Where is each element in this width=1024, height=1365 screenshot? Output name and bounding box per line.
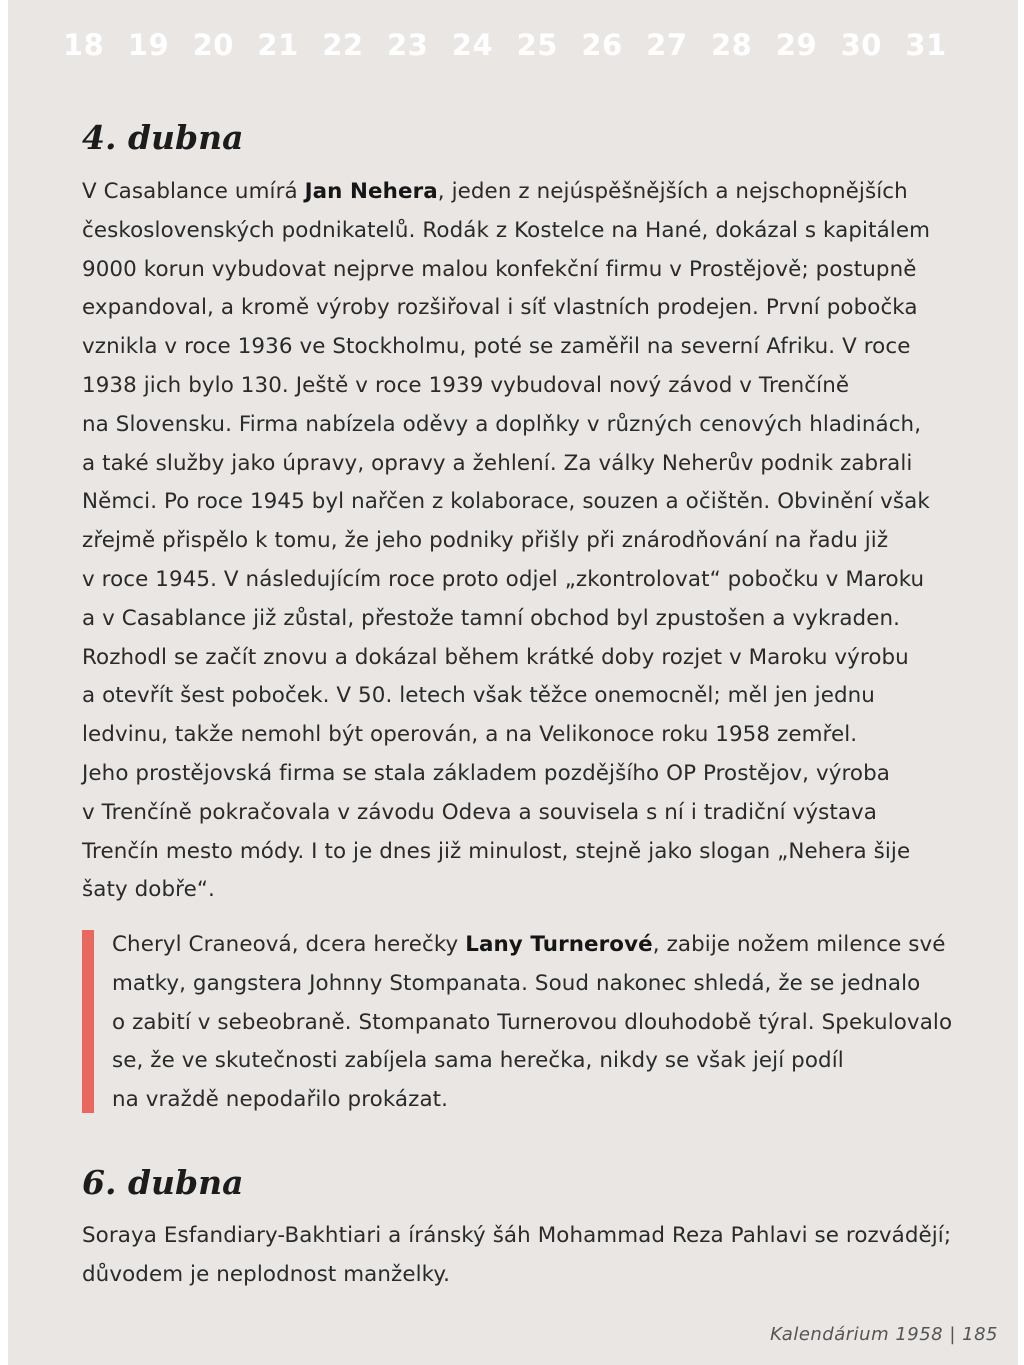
text-run: československých podnikatelů. Rodák z Kostelce na Hané, dokázal s kapitálem (82, 217, 931, 243)
text-line (112, 965, 992, 1004)
text-line (82, 406, 982, 445)
calendar-day-strip (63, 28, 970, 62)
text-run: a otevřít šest poboček. V 50. letech však těžce onemocněl; měl jen jednu (82, 683, 875, 709)
text-run: Trenčín mesto módy. I to je dnes již minulost, stejně jako slogan „Nehera šije (82, 838, 911, 864)
text-line (82, 1256, 982, 1295)
text-line (82, 561, 982, 600)
text-line (82, 445, 982, 484)
text-run: v Trenčíně pokračovala v závodu Odeva a souvisela s ní i tradiční výstava (82, 799, 878, 825)
calendar-day-number: 21 (257, 28, 299, 62)
calendar-day-number: 23 (386, 28, 429, 62)
text-run: na vraždě nepodařilo prokázat. (112, 1087, 449, 1113)
text-line (112, 1081, 992, 1120)
date-heading-april-4: 4. dubna (82, 118, 244, 157)
text-line (82, 871, 982, 910)
text-run: se, že ve skutečnosti zabíjela sama herečka, nikdy se však její podíl (112, 1048, 844, 1074)
text-line (112, 1004, 992, 1043)
text-run: Soraya Esfandiary-Bakhtiari a íránský šáh Mohammad Reza Pahlavi se rozvádějí; (82, 1223, 952, 1248)
text-run: Němci. Po roce 1945 byl nařčen z kolaborace, souzen a očištěn. Obvinění však (82, 489, 930, 515)
calendar-day-number: 26 (581, 28, 623, 62)
entry-april-4-text (82, 173, 982, 910)
text-run: zřejmě přispělo k tomu, že jeho podniky přišly při znárodňování na řadu již (82, 528, 889, 554)
page (8, 0, 1018, 1365)
bold-name: Jan Nehera (304, 179, 438, 204)
text-line (82, 794, 982, 833)
text-run: vznikla v roce 1936 ve Stockholmu, poté se zaměřil na severní Afriku. V roce (82, 334, 911, 360)
calendar-day-number: 27 (646, 28, 688, 62)
text-run: expandoval, a kromě výroby rozšiřoval i síť vlastních prodejen. První pobočka (82, 295, 918, 321)
text-line (82, 173, 982, 212)
text-line (82, 483, 982, 522)
text-run: Jeho prostějovská firma se stala základem pozdějšího OP Prostějov, výroba (82, 760, 890, 786)
text-run: matky, gangstera Johnny Stompanata. Soud nakonec shledá, že se jednalo (112, 970, 921, 996)
bold-name: Lany Turnerové (465, 932, 653, 957)
calendar-day-number: 28 (710, 28, 753, 62)
calendar-day-number: 22 (322, 28, 364, 62)
text-line (82, 833, 982, 872)
calendar-day-number: 18 (63, 28, 105, 62)
text-line (82, 716, 982, 755)
entry-april-4-quote (112, 926, 992, 1120)
text-line (82, 677, 982, 716)
text-line (82, 289, 982, 328)
text-run: Rozhodl se začít znovu a dokázal během krátké doby rozjet v Maroku výrobu (82, 644, 909, 670)
calendar-day-number: 24 (451, 28, 494, 62)
calendar-day-number: 31 (905, 28, 947, 62)
quote-accent-bar (82, 930, 94, 1113)
date-heading-april-6: 6. dubna (82, 1163, 244, 1202)
text-line (112, 926, 992, 965)
text-line (82, 755, 982, 794)
text-run: 9000 korun vybudovat nejprve malou konfekční firmu v Prostějově; postupně (82, 256, 917, 282)
text-line (82, 328, 982, 367)
text-run: v roce 1945. V následujícím roce proto odjel „zkontrolovat“ pobočku v Maroku (82, 566, 925, 592)
text-run: o zabití v sebeobraně. Stompanato Turnerovou dlouhodobě týral. Spekulovalo (112, 1009, 953, 1035)
calendar-day-number: 29 (775, 28, 818, 62)
text-run: , zabije nožem milence své (652, 932, 946, 957)
page-footer: Kalendárium 1958 | 185 (770, 1324, 998, 1345)
text-line (82, 522, 982, 561)
calendar-day-number: 25 (516, 28, 558, 62)
text-line (82, 212, 982, 251)
text-line (82, 600, 982, 639)
text-run: šaty dobře“. (82, 877, 215, 903)
calendar-day-number: 20 (192, 28, 234, 62)
text-line (82, 251, 982, 290)
entry-april-6-text (82, 1217, 982, 1295)
text-line (82, 639, 982, 678)
text-run: Cheryl Craneová, dcera herečky (112, 932, 466, 957)
calendar-day-number: 30 (840, 28, 882, 62)
text-run: , jeden z nejúspěšnějších a nejschopnějších (437, 179, 908, 204)
text-run: a v Casablance již zůstal, přestože tamní obchod byl zpustošen a vykraden. (82, 605, 901, 631)
text-run: ledvinu, takže nemohl být operován, a na Velikonoce roku 1958 zemřel. (82, 722, 858, 748)
text-run: 1938 jich bylo 130. Ještě v roce 1939 vybudoval nový závod v Trenčíně (82, 372, 850, 398)
text-line (82, 367, 982, 406)
text-run: a také služby jako úpravy, opravy a žehlení. Za války Neherův podnik zabrali (82, 450, 913, 476)
text-line (82, 1217, 982, 1256)
text-line (112, 1042, 992, 1081)
text-run: V Casablance umírá (82, 179, 305, 204)
text-run: na Slovensku. Firma nabízela oděvy a doplňky v různých cenových hladinách, (82, 411, 922, 437)
text-run: důvodem je neplodnost manželky. (82, 1261, 451, 1287)
calendar-day-number: 19 (127, 28, 170, 62)
